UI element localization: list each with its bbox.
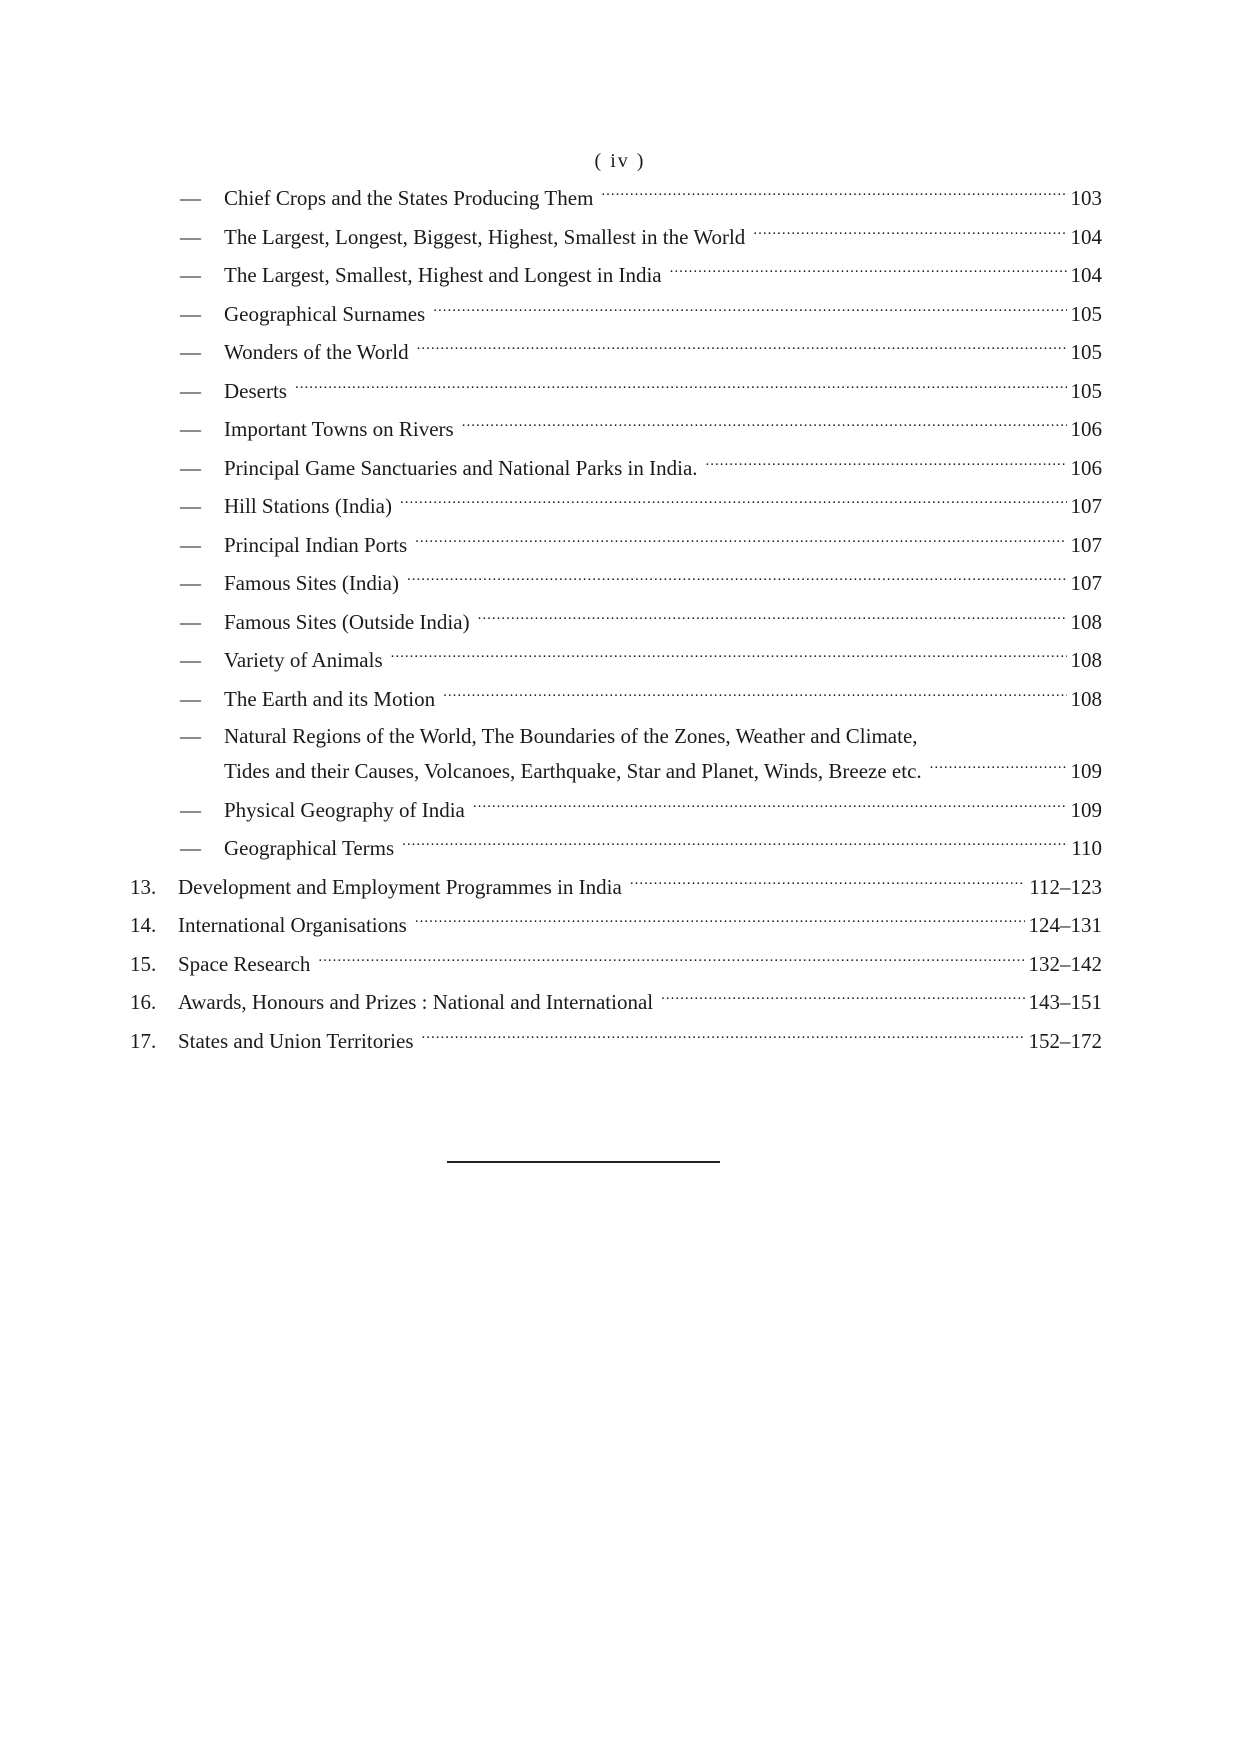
toc-entry (130, 300, 1102, 328)
entry-title: Geographical Surnames (224, 301, 426, 326)
entry-page: 105 (1070, 301, 1102, 326)
entry-page: 106 (1070, 455, 1102, 480)
dot-leader (753, 223, 1066, 244)
toc-entry (130, 608, 1102, 636)
entry-marker: — (180, 797, 201, 822)
chapter-title: International Organisations (178, 913, 407, 937)
toc-entry (130, 377, 1102, 405)
toc-entry (130, 492, 1102, 520)
entry-title: Famous Sites (India) (224, 571, 399, 595)
dot-leader (391, 646, 1067, 667)
entry-title: Important Towns on Rivers (224, 417, 454, 441)
entry-page: 109 (1070, 759, 1102, 783)
dot-leader (473, 796, 1067, 817)
toc-entry (130, 223, 1102, 251)
entry-marker: — (180, 224, 201, 249)
entry-page: 108 (1070, 648, 1102, 672)
toc-entry (130, 685, 1102, 713)
entry-marker: — (180, 532, 201, 557)
dot-leader (318, 950, 1024, 971)
entry-marker: — (180, 836, 201, 860)
entry-marker: — (180, 609, 201, 634)
chapter-pages: 152–172 (1028, 1028, 1102, 1053)
entry-marker: — (180, 686, 201, 711)
dot-leader (661, 988, 1024, 1009)
chapter-pages: 132–142 (1028, 951, 1102, 976)
toc-entry (130, 834, 1102, 862)
entry-title: Tides and their Causes, Volcanoes, Earthquake, Star and Planet, Winds, Breeze etc. (224, 759, 922, 783)
chapter-number: 17. (130, 1028, 157, 1053)
entry-page: 107 (1070, 494, 1102, 518)
entry-marker: — (180, 455, 201, 480)
entry-marker: — (180, 648, 201, 672)
entry-page: 109 (1070, 797, 1102, 822)
toc-chapter (130, 873, 1102, 901)
chapter-title: Awards, Honours and Prizes : National and International (178, 990, 654, 1014)
toc-entry (130, 184, 1102, 212)
entry-title: Geographical Terms (224, 836, 395, 860)
entry-page: 105 (1070, 378, 1102, 403)
entry-marker: — (180, 263, 201, 287)
entry-page: 108 (1070, 686, 1102, 711)
dot-leader (295, 377, 1067, 398)
entry-title: Hill Stations (India) (224, 494, 392, 518)
dot-leader (478, 608, 1067, 629)
entry-title: Principal Indian Ports (224, 532, 408, 557)
entry-title: The Largest, Longest, Biggest, Highest, Smallest in the World (224, 224, 746, 249)
toc-entry (130, 531, 1102, 559)
dot-leader (417, 338, 1067, 359)
chapter-number: 14. (130, 913, 157, 937)
end-rule (447, 1161, 720, 1163)
toc-entry (130, 338, 1102, 366)
entry-page: 108 (1070, 609, 1102, 634)
entry-marker: — (180, 301, 201, 326)
dot-leader (462, 415, 1067, 436)
entry-title: Wonders of the World (224, 340, 409, 364)
entry-page: 104 (1070, 224, 1102, 249)
entry-title: Famous Sites (Outside India) (224, 609, 470, 634)
entry-page: 106 (1070, 417, 1102, 441)
entry-page: 103 (1070, 186, 1102, 210)
chapter-number: 15. (130, 951, 157, 976)
page-number: ( iv ) (594, 150, 646, 172)
entry-page: 105 (1070, 340, 1102, 364)
dot-leader (630, 873, 1025, 894)
table-of-contents (130, 184, 1102, 1065)
entry-page: 107 (1070, 571, 1102, 595)
entry-page: 107 (1070, 532, 1102, 557)
dot-leader (407, 569, 1067, 590)
entry-page: 104 (1070, 263, 1102, 287)
toc-entry (130, 646, 1102, 674)
entry-title-line1: Natural Regions of the World, The Boundaries of the Zones, Weather and Climate, (224, 724, 918, 748)
dot-leader (706, 454, 1067, 475)
dot-leader (930, 757, 1067, 778)
dot-leader (443, 685, 1066, 706)
chapter-title: States and Union Territories (178, 1028, 414, 1053)
toc-chapter (130, 1027, 1102, 1055)
dot-leader (601, 184, 1066, 205)
chapter-number: 16. (130, 990, 157, 1014)
dot-leader (422, 1027, 1025, 1048)
toc-chapter (130, 950, 1102, 978)
entry-title: The Largest, Smallest, Highest and Longest in India (224, 263, 662, 287)
toc-entry (130, 261, 1102, 289)
chapter-pages: 124–131 (1028, 913, 1102, 937)
entry-title: Physical Geography of India (224, 797, 465, 822)
entry-title: The Earth and its Motion (224, 686, 436, 711)
chapter-pages: 112–123 (1029, 874, 1102, 899)
entry-title: Deserts (224, 378, 287, 403)
toc-entry (130, 569, 1102, 597)
dot-leader (670, 261, 1067, 282)
entry-marker: — (180, 378, 201, 403)
chapter-title: Space Research (178, 951, 311, 976)
entry-title: Chief Crops and the States Producing Them (224, 186, 594, 210)
entry-page: 110 (1071, 836, 1102, 860)
toc-entry (130, 723, 1102, 785)
entry-marker: — (180, 340, 201, 364)
chapter-title: Development and Employment Programmes in India (178, 874, 622, 899)
chapter-number: 13. (130, 874, 157, 899)
entry-marker: — (180, 417, 201, 441)
entry-title: Principal Game Sanctuaries and National Parks in India. (224, 455, 698, 480)
toc-entry (130, 796, 1102, 824)
entry-marker: — (180, 186, 201, 210)
dot-leader (433, 300, 1066, 321)
toc-entry (130, 415, 1102, 443)
toc-entry (130, 454, 1102, 482)
entry-marker: — (180, 724, 201, 748)
toc-chapter (130, 911, 1102, 939)
dot-leader (402, 834, 1067, 855)
entry-marker: — (180, 494, 201, 518)
dot-leader (400, 492, 1067, 513)
entry-marker: — (180, 571, 201, 595)
toc-chapter (130, 988, 1102, 1016)
entry-title: Variety of Animals (224, 648, 383, 672)
dot-leader (415, 531, 1066, 552)
chapter-pages: 143–151 (1028, 990, 1102, 1014)
dot-leader (415, 911, 1025, 932)
